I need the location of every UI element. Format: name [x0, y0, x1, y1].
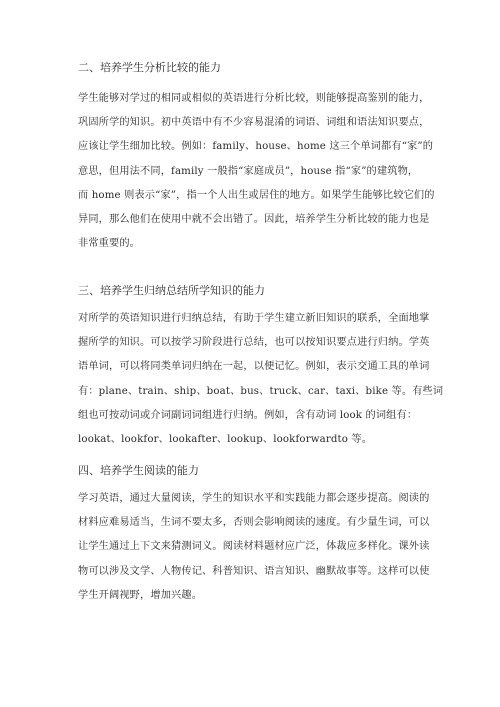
- paragraph-line: 对所学的英语知识进行归纳总结，有助于学生建立新旧知识的联系，全面地掌: [78, 313, 430, 324]
- section-paragraph: [78, 307, 443, 452]
- paragraph-line: 有：plane、train、ship、boat、bus、truck、car、taxi、bike 等。有些词: [78, 385, 444, 397]
- paragraph-line: 非常重要的。: [78, 238, 141, 250]
- paragraph-line: 组也可按动词或介词副词词组进行归纳。例如，含有动词 look 的词组有：: [78, 409, 418, 421]
- paragraph-line: 材料应难易适当，生词不要太多，否则会影响阅读的速度。有少量生词，可以: [78, 517, 430, 529]
- section-paragraph: [78, 87, 435, 256]
- section-heading: 二、培养学生分析比较的能力: [78, 61, 221, 74]
- paragraph-line: 应该让学生细加比较。例如：family、house、home 这三个单词都有“家”的: [78, 141, 434, 153]
- paragraph-line: 巩固所学的知识。初中英语中有不少容易混淆的词语、词组和语法知识要点，: [78, 117, 430, 129]
- section-heading: 四、培养学生阅读的能力: [78, 464, 199, 477]
- paragraph-line: 异同，那么他们在使用中就不会出错了。因此，培养学生分析比较的能力也是: [78, 214, 430, 226]
- paragraph-line: 让学生通过上下文来猜测词义。阅读材料题材应广泛，体裁应多样化。课外读: [78, 541, 430, 553]
- paragraph-line: 学生能够对学过的相同或相似的英语进行分析比较，则能够提高鉴别的能力，: [78, 93, 430, 104]
- paragraph-line: lookat、lookfor、lookafter、lookup、lookforwardto 等。: [78, 434, 373, 446]
- paragraph-line: 意思，但用法不同，family 一般指“家庭成员”，house 指“家”的建筑物，: [78, 165, 419, 177]
- paragraph-line: 学习英语，通过大量阅读，学生的知识水平和实践能力都会逐步提高。阅读的: [78, 493, 430, 504]
- paragraph-line: 而 home 则表示“家”，指一个人出生或居住的地方。如果学生能够比较它们的: [78, 189, 435, 201]
- paragraph-line: 握所学的知识。可以按学习阶段进行总结，也可以按知识要点进行归纳。学英: [78, 337, 430, 349]
- section-paragraph: [78, 487, 429, 608]
- paragraph-line: 物可以涉及文学、人物传记、科普知识、语言知识、幽默故事等。这样可以使: [78, 565, 430, 577]
- paragraph-line: 学生开阔视野，增加兴趣。: [78, 589, 203, 601]
- paragraph-line: 语单词，可以将同类单词归纳在一起，以便记忆。例如，表示交通工具的单词: [78, 361, 430, 373]
- section-heading: 三、培养学生归纳总结所学知识的能力: [78, 284, 265, 297]
